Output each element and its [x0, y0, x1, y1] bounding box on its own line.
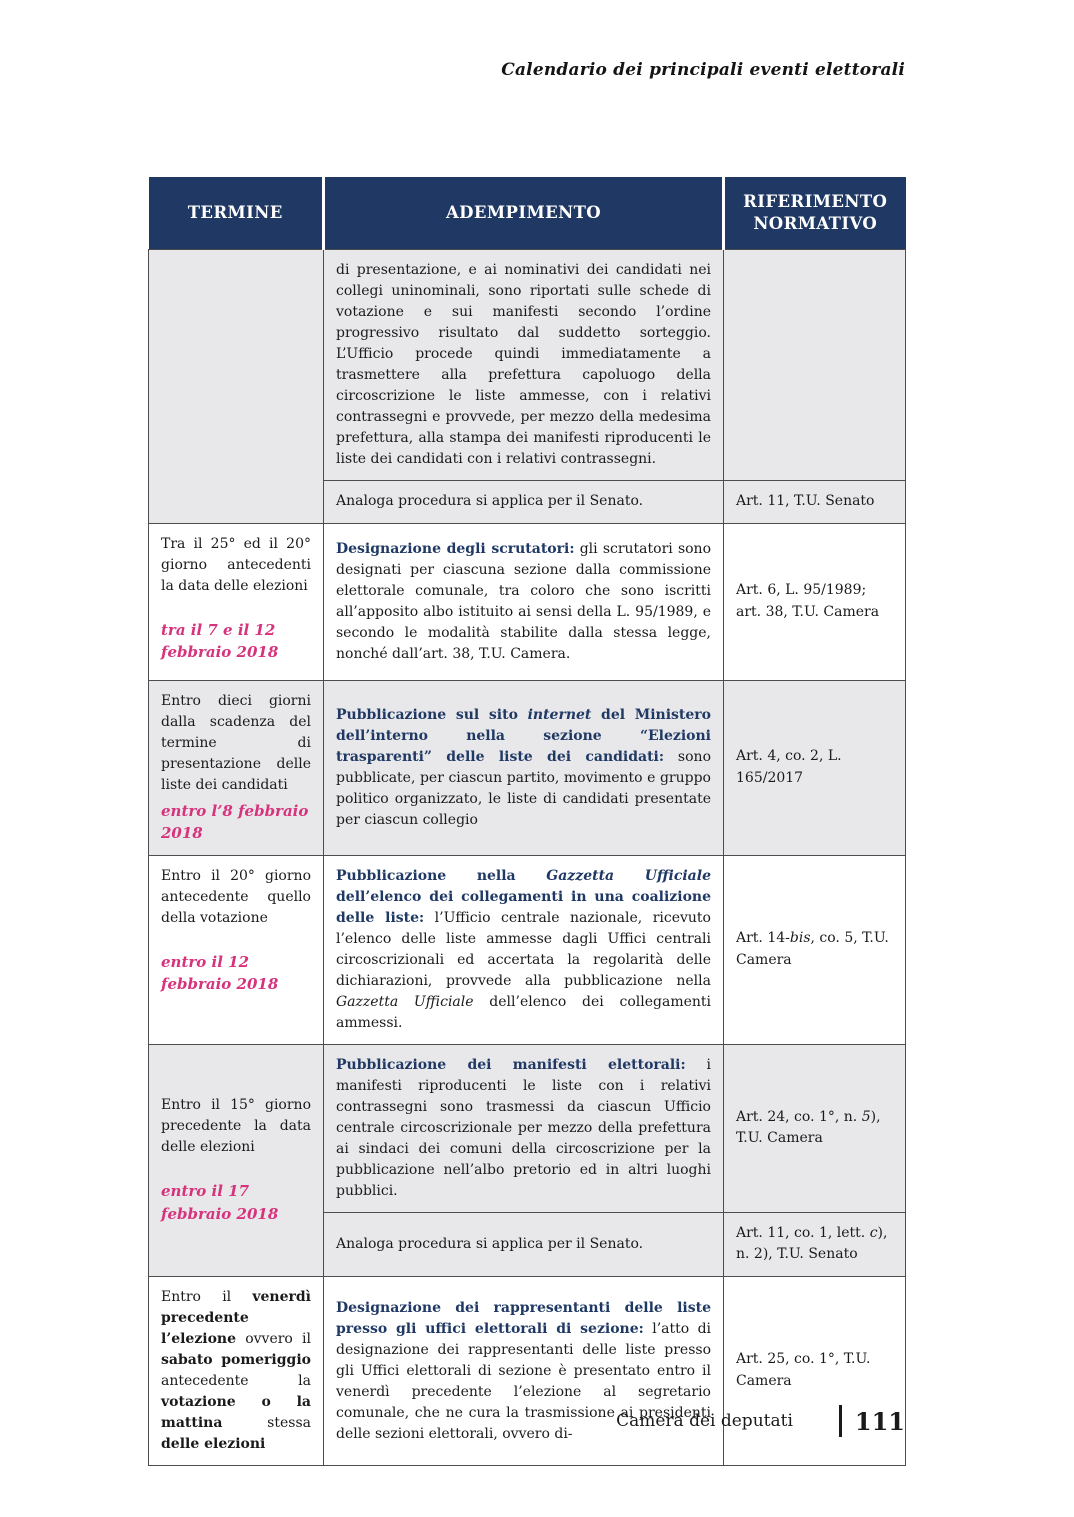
termine-text: Tra il 25° ed il 20° giorno antecedenti la data delle elezioni [161, 535, 311, 594]
adempimento-text: sono pubblicate, per ciascun partito, movimento e gruppo politico organizzato, le liste di candidati presentate per ciascun collegio [336, 748, 711, 828]
termine-text: Entro dieci giorni dalla scadenza del termine di presentazione delle liste dei candidati [161, 692, 311, 793]
adempimento-cell [324, 1277, 724, 1466]
riferimento-text: Art. 6, L. 95/1989; art. 38, T.U. Camera [736, 582, 880, 620]
riferimento-cell [724, 1044, 906, 1212]
riferimento-cell [724, 1212, 906, 1276]
adempimento-text: i manifesti riproducenti le liste con i relativi contrassegni sono trasmessi da ciascun Ufficio centrale circoscrizionale per mezzo della prefettura ai sindaci dei comuni della circoscrizione per la pubblicazione nell’albo pretorio ed in altri luoghi pubblici. [336, 1056, 711, 1199]
footer-page-number: 111 [854, 1406, 905, 1436]
termine-cell [149, 680, 324, 855]
table-row [149, 855, 906, 1044]
adempimento-cell [324, 481, 724, 524]
gazzetta-ufficiale-italic: Gazzetta Ufficiale [336, 993, 474, 1010]
adempimento-lead: Designazione dei rappresentanti delle liste presso gli uffici elettorali di sezione: [336, 1299, 711, 1337]
adempimento-cell [324, 680, 724, 855]
termine-cell [149, 523, 324, 680]
col-header-adempimento: ADEMPIMENTO [324, 177, 724, 250]
table-header [149, 177, 906, 250]
adempimento-cell [324, 523, 724, 680]
adempimento-lead: Designazione degli scrutatori: [336, 540, 575, 557]
adempimento-lead: Pubblicazione nella Gazzetta Ufficiale dell’elenco dei collegamenti in una coalizione delle liste: [336, 867, 711, 926]
termine-text: Entro il 15° giorno precedente la data delle elezioni [161, 1097, 311, 1156]
footer-publisher: Camera dei deputati [616, 1411, 793, 1431]
riferimento-cell [724, 1277, 906, 1466]
termine-date: entro il 17 febbraio 2018 [161, 1182, 279, 1223]
table-row [149, 1277, 906, 1466]
col-header-riferimento-normativo: RIFERIMENTO NORMATIVO [724, 177, 906, 250]
electoral-events-table [148, 177, 906, 1466]
riferimento-cell [724, 680, 906, 855]
riferimento-text: Art. 11, T.U. Senato [736, 493, 875, 509]
riferimento-cell-empty [724, 250, 906, 481]
riferimento-text: Art. 14-bis, co. 5, T.U. Camera [736, 930, 889, 968]
adempimento-lead: Pubblicazione sul sito internet del Ministero dell’interno nella sezione “Elezioni trasparenti” delle liste dei candidati: [336, 706, 712, 765]
adempimento-text: l’atto di designazione dei rappresentanti delle liste presso gli Uffici elettorali di sezione è presentato entro il venerdì precedente l’elezione al segretario comunale, che ne cura la trasmissione ai presidenti delle sezioni elettorali, ovvero di- [336, 1320, 712, 1442]
adempimento-text: Analoga procedura si applica per il Senato. [336, 1235, 644, 1252]
termine-text: Entro il 20° giorno antecedente quello della votazione [161, 867, 311, 926]
page-footer [148, 1405, 905, 1437]
gazzetta-ufficiale-italic: Gazzetta Ufficiale [546, 867, 711, 884]
riferimento-text: Art. 11, co. 1, lett. c), n. 2), T.U. Senato [736, 1224, 888, 1263]
termine-cell [149, 1044, 324, 1276]
termine-date: tra il 7 e il 12 febbraio 2018 [161, 620, 279, 662]
table-row [149, 680, 906, 855]
col-header-termine: TERMINE [149, 177, 324, 250]
table-row [149, 250, 906, 481]
page-header [148, 60, 905, 80]
termine-date: entro l’8 febbraio 2018 [161, 801, 309, 843]
riferimento-cell [724, 481, 906, 524]
adempimento-text: l’Ufficio centrale nazionale, ricevuto l’elenco delle liste ammesse dagli Uffici centrali circoscrizionali ed accertata la regolarità delle dichiarazioni, provvede alla pubblicazione nella Gazzetta Ufficiale dell’elenco dei collegamenti ammessi. [336, 909, 711, 1031]
adempimento-cell [324, 855, 724, 1044]
termine-cell-empty [149, 250, 324, 524]
termine-cell [149, 1277, 324, 1466]
adempimento-text: di presentazione, e ai nominativi dei candidati nei collegi uninominali, sono riportati sulle schede di votazione e sui manifesti secondo l’ordine progressivo risultato dal suddetto sorteggio. L’Ufficio procede quindi immediatamente a trasmettere alla prefettura capoluogo della circoscrizione le liste ammesse, con i relativi contrassegni e provvede, per mezzo della medesima prefettura, alla stampa dei manifesti riproducenti le liste dei candidati con i relativi contrassegni. [336, 262, 711, 467]
internet-italic: internet [527, 706, 592, 723]
adempimento-lead: Pubblicazione dei manifesti elettorali: [336, 1056, 686, 1073]
table-row [149, 523, 906, 680]
riferimento-text: Art. 24, co. 1°, n. 5), T.U. Camera [736, 1108, 881, 1147]
table-row [149, 1044, 906, 1212]
adempimento-text: gli scrutatori sono designati per ciascuna sezione dalla commissione elettorale comunale, tra coloro che sono iscritti all’apposito albo istituito ai sensi della L. 95/1989, e secondo le modalità stabilite dalla stessa legge, nonché dall’art. 38, T.U. Camera. [336, 540, 712, 662]
riferimento-text: Art. 25, co. 1°, T.U. Camera [736, 1351, 871, 1390]
termine-text: Entro il venerdì precedente l’elezione ovvero il sabato pomeriggio antecedente la votazione o la mattina stessa delle elezioni [161, 1289, 311, 1453]
adempimento-cell [324, 1044, 724, 1212]
riferimento-cell [724, 855, 906, 1044]
termine-date: entro il 12 febbraio 2018 [161, 952, 279, 994]
termine-cell [149, 855, 324, 1044]
riferimento-cell [724, 523, 906, 680]
adempimento-cell [324, 1212, 724, 1276]
adempimento-cell [324, 250, 724, 481]
adempimento-text: Analoga procedura si applica per il Senato. [336, 493, 644, 510]
running-title: Calendario dei principali eventi elettorali [501, 60, 905, 80]
riferimento-text: Art. 4, co. 2, L. 165/2017 [736, 748, 842, 786]
footer-divider [839, 1405, 842, 1437]
